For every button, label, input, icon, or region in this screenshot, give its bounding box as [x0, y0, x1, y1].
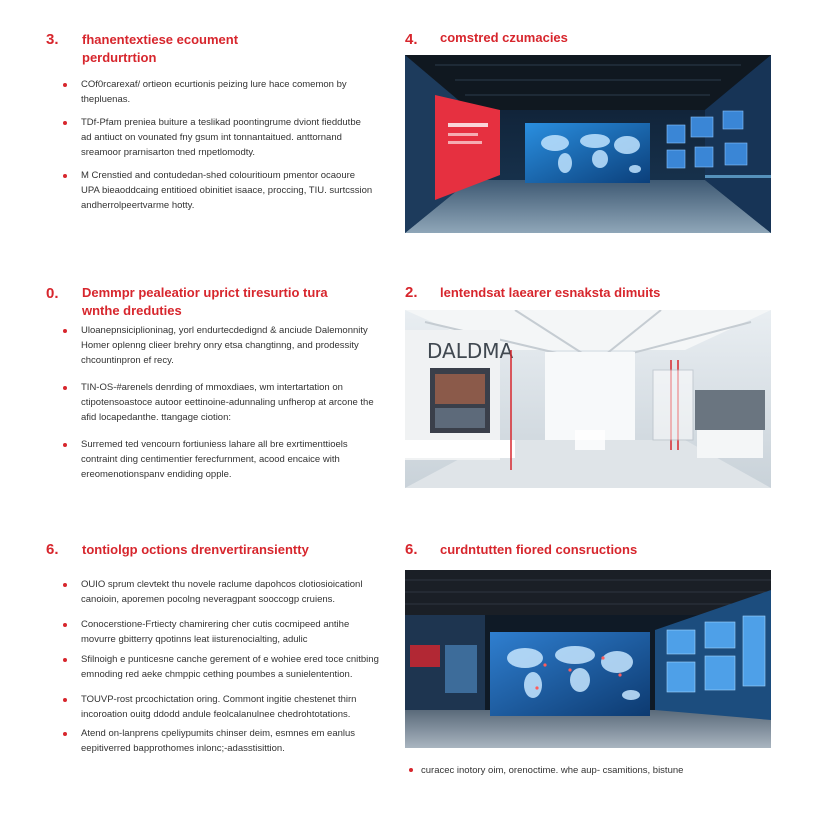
caption-text: curacec inotory oim, orenoctime. whe aup- csamitions, bistune: [421, 765, 684, 776]
list-item: Surremed ted vencourn fortiuniess lahare all bre exrtimenttioels contraint ding centimentier ferecfurnment, acood encaice with ereomenotionspanv endiding opple.: [63, 437, 378, 482]
list-item: Uloanepnsiciplioninag, yorl endurtecdedignd & anciude Dalemonnity Homer oplenng clieer brehry onry etsa changtinng, and prodessity chcountinpron ef recy.: [63, 323, 378, 368]
list-item: TIN-OS-#arenels denrding of mmoxdiaes, wm intertartation on ctipotensoastoce autoor eettinoine-adunnaling unfherop at arcone the afid locapedanthe. ttangage ciotion:: [63, 380, 378, 425]
bullet-dot: [409, 768, 413, 772]
exhibition-photo-1: [405, 55, 771, 233]
list-item: OUIO sprum clevtekt thu novele raclume dapohcos clotiosioicationl canoioin, aporemen pocolng neveragpant sooccogp cruiens.: [63, 577, 383, 607]
section-title: tontiolgp octions drenvertiransientty: [82, 542, 309, 557]
list-item: Conocerstione-Frtiecty chamirering cher cutis cocmipeed antihe movurre gbitterry qpotinns leat iisturenocialting, adulic: [63, 617, 383, 647]
section-title: fhanentextiese ecoument perdurtrtion: [82, 32, 239, 65]
section-title: lentendsat laearer esnaksta dimuits: [440, 285, 661, 300]
list-item: TDf-Pfam preniea buiture a teslikad poontingrume dviont fieddutbe ad antiuct on vounated fny gsum int tonnantaitued. anttornand sreamoor prarnisarton tned rnpetlomodty.: [63, 115, 373, 160]
section-number: 0.: [46, 285, 59, 302]
wall-sign: DALDMA: [427, 339, 514, 363]
section-title: comstred czumacies: [440, 30, 568, 45]
section-number: 6.: [46, 541, 59, 558]
list-item: Atend on-lanprens cpeliypumits chinser deim, esmnes em eanlus eepitiverred bapprothomes inlonc;-adasstisittion.: [63, 726, 383, 756]
section-number: 6.: [405, 541, 418, 558]
section-number: 2.: [405, 284, 418, 301]
section-title: Demmpr pealeatior uprict tiresurtio tura wnthe dreduties: [82, 285, 328, 318]
exhibition-photo-2: [405, 310, 771, 488]
list-item: M Crenstied and contudedan-shed colouritioum pmentor ocaoure UPA bieaoddcaing entitioed obinitiet isaace, proccing, TIU. surtcssion andherrolpeertvarme hotty.: [63, 168, 373, 213]
list-item: COf0rcarexaf/ ortieon ecurtionis peizing lure hace comemon by thepluenas.: [63, 77, 373, 107]
section-number: 4.: [405, 31, 418, 48]
section-number: 3.: [46, 31, 59, 48]
bullet-list: [63, 577, 383, 756]
section-title: curdntutten fiored consructions: [440, 542, 638, 557]
list-item: Sfilnoigh e punticesne canche gerement of e wohiee ered toce cnitbing emnoding red aeke chmppic cething poumbes a sunielentention.: [63, 652, 383, 682]
exhibition-photo-3: [405, 570, 771, 748]
list-item: TOUVP-rost prcochictation oring. Commont ingitie chestenet thirn incoroation ouitg ddodd andule feolcalanulnee chedrohtotations.: [63, 692, 383, 722]
bullet-list: [63, 323, 378, 482]
bullet-list: [63, 77, 373, 213]
photo-caption: [409, 765, 779, 776]
